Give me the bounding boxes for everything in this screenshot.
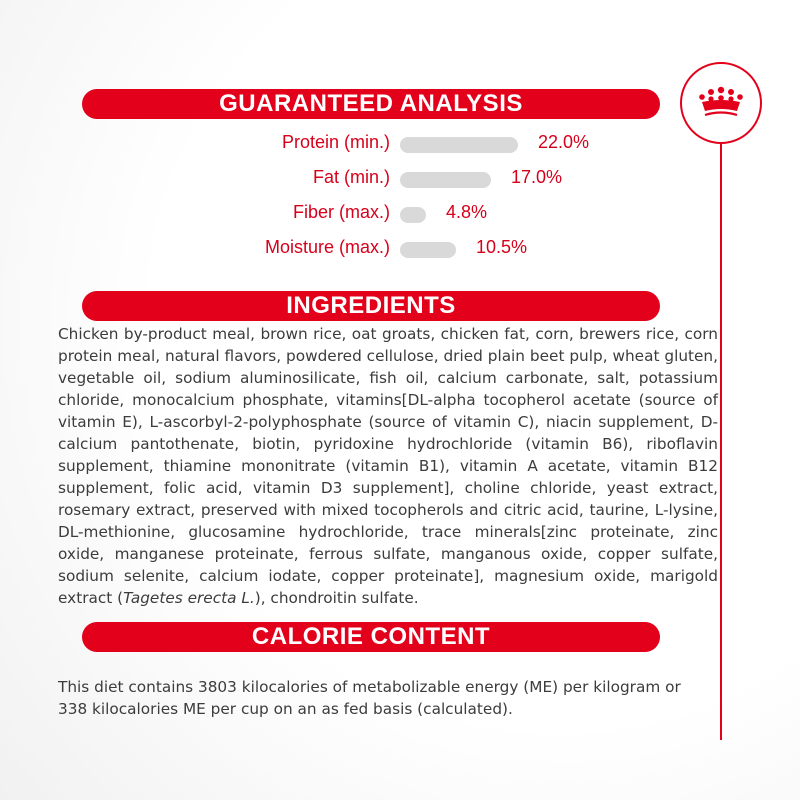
analysis-value: 10.5% — [476, 237, 528, 257]
analysis-row — [0, 129, 800, 159]
ingredients-heading: INGREDIENTS — [82, 291, 660, 321]
logo-vertical-line — [720, 140, 722, 740]
brand-logo — [680, 62, 762, 144]
ingredients-text-part: Chicken by-product meal, brown rice, oat groats, chicken fat, corn, brewers rice, corn protein meal, natural flavors, powdered cellulose, dried plain beet pulp, wheat gluten, vegetable oil, sodium aluminosilicate, fish oil, calcium carbonate, salt, potassium chloride, monocalcium phosphate, vitamins[DL-alpha tocopherol acetate (source of vitamin E), L-ascorbyl-2-polyphosphate (source of vitamin C), niacin supplement, D-calcium pantothenate, biotin, pyridoxine hydrochloride (vitamin B6), riboflavin supplement, thiamine mononitrate (vitamin B1), vitamin A acetate, vitamin B12 supplement, folic acid, vitamin D3 supplement], choline chloride, yeast extract, rosemary extract, preserved with mixed tocopherols and citric acid, taurine, L-lysine, DL-methionine, glucosamine hydrochloride, trace minerals[zinc proteinate, zinc oxide, manganese proteinate, ferrous sulfate, manganous oxide, copper sulfate, sodium selenite, calcium iodate, copper proteinate], magnesium oxide, marigold extract ( — [58, 325, 718, 607]
ingredients-text — [58, 323, 718, 609]
analysis-label: Moisture (max.) — [264, 237, 390, 257]
analysis-row — [0, 199, 800, 229]
analysis-row — [0, 164, 800, 194]
analysis-row — [0, 234, 800, 264]
analysis-value: 4.8% — [446, 202, 488, 222]
guaranteed-analysis-heading: GUARANTEED ANALYSIS — [82, 89, 660, 119]
analysis-label: Fiber (max.) — [292, 202, 390, 222]
analysis-value: 17.0% — [511, 167, 563, 187]
analysis-bar — [400, 137, 518, 153]
analysis-value: 22.0% — [538, 132, 590, 152]
calorie-content-heading: CALORIE CONTENT — [82, 622, 660, 652]
calorie-content-text: This diet contains 3803 kilocalories of metabolizable energy (ME) per kilogram or 338 kilocalories ME per cup on an as fed basis (calculated). — [58, 678, 681, 718]
crown-icon — [696, 86, 746, 120]
ingredients-text-end: ), chondroitin sulfate. — [254, 589, 419, 607]
analysis-label: Protein (min.) — [281, 132, 390, 152]
ingredients-latin-name: Tagetes erecta L. — [123, 589, 255, 607]
analysis-bar — [400, 242, 456, 258]
analysis-label: Fat (min.) — [312, 167, 390, 187]
analysis-bar — [400, 207, 426, 223]
analysis-bar — [400, 172, 491, 188]
